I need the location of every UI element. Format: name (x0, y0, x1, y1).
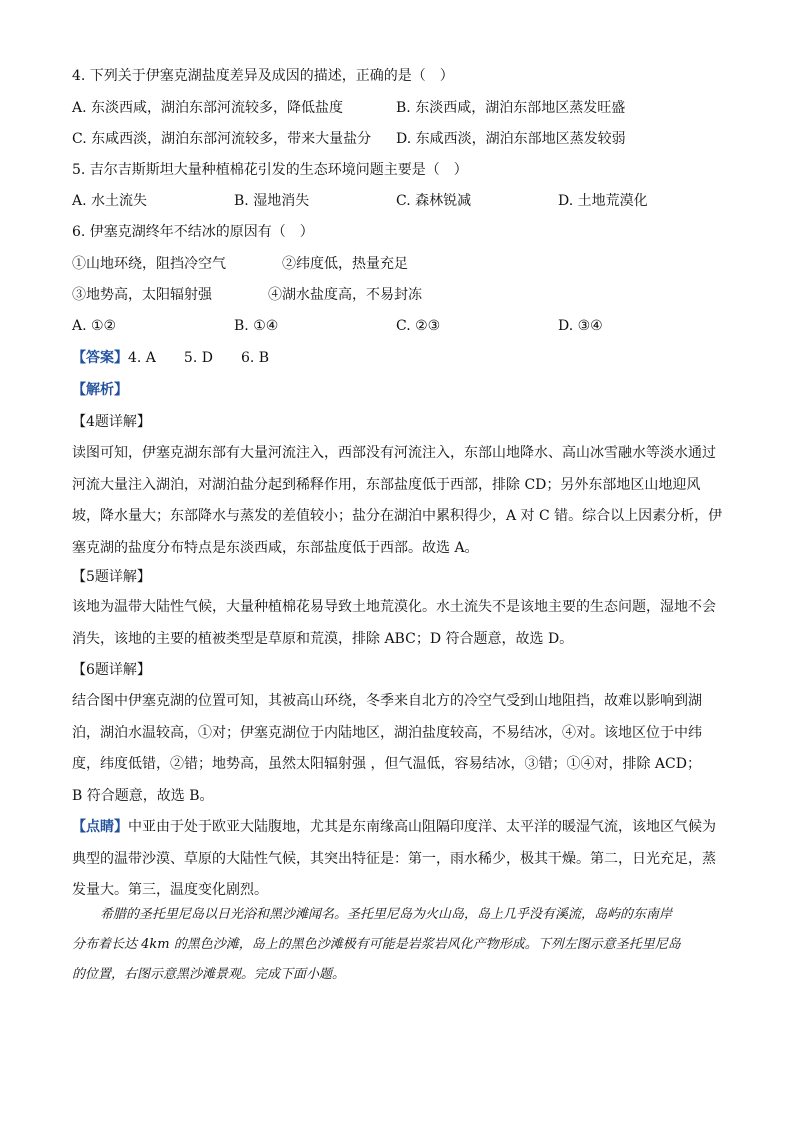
material-paragraph (72, 900, 722, 990)
detail-6-body (72, 686, 722, 812)
detail-4-line: 塞克湖的盐度分布特点是东淡西咸，东部盐度低于西部。故选 A。 (72, 539, 479, 556)
q6-option-d: D. ③④ (558, 318, 603, 334)
detail-5-body (72, 592, 722, 655)
detail-4-line: 坡，降水量大；东部降水与蒸发的差值较小；盐分在湖泊中累积得少，A 对 C 错。综合以上因素分析，伊 (72, 508, 723, 524)
question-4-stem: 4. 下列关于伊塞克湖盐度差异及成因的描述，正确的是（ ） (72, 68, 454, 84)
tip-line-text: 中亚由于处于欧亚大陆腹地，尤其是东南缘高山阻隔印度洋、太平洋的暖湿气流，该地区气候为 (128, 819, 716, 835)
q5-option-c: C. 森林锐减 (396, 193, 472, 209)
detail-5-tag: 【5题详解】 (72, 569, 151, 585)
tip-body (72, 812, 722, 907)
material-line: 分布着长达 4km 的黑色沙滩，岛上的黑色沙滩极有可能是岩浆岩风化产物形成。下列左图示意圣托里尼岛 (72, 937, 681, 952)
answer-tag: 【答案】 (72, 350, 128, 366)
q5-option-a: A. 水土流失 (72, 193, 148, 209)
q5-option-d: D. 土地荒漠化 (558, 193, 648, 209)
detail-6-tag: 【6题详解】 (72, 662, 151, 678)
q4-option-a: A. 东淡西咸，湖泊东部河流较多，降低盐度 (72, 100, 344, 116)
q6-statement-1: ①山地环绕，阻挡冷空气 (72, 256, 226, 272)
q4-option-d: D. 东咸西淡，湖泊东部地区蒸发较弱 (396, 131, 626, 147)
q4-option-c: C. 东咸西淡，湖泊东部河流较多，带来大量盐分 (72, 131, 372, 147)
detail-6-line: B 符合题意，故选 B。 (72, 787, 214, 804)
q6-statement-2: ②纬度低，热量充足 (282, 256, 408, 272)
tip-line (72, 812, 722, 844)
tip-tag: 【点睛】 (72, 819, 128, 835)
detail-6-line: 结合图中伊塞克湖的位置可知，其被高山环绕，冬季来自北方的冷空气受到山地阻挡，故难以影响到湖 (72, 693, 702, 709)
detail-4-tag: 【4题详解】 (72, 414, 151, 430)
detail-4-line: 河流大量注入湖泊，对湖泊盐分起到稀释作用，东部盐度低于西部，排除 CD；另外东部地区山地迎风 (72, 476, 701, 493)
q6-statement-3: ③地势高，太阳辐射强 (72, 287, 212, 303)
detail-6-line: 度，纬度低错，②错；地势高，虽然太阳辐射强 ，但气温低，容易结冰，③错；①④对，排除 ACD； (72, 756, 701, 772)
material-line: 的位置，右图示意黑沙滩景观。完成下面小题。 (72, 967, 346, 982)
tip-line: 典型的温带沙漠、草原的大陆性气候，其突出特征是：第一，雨水稀少，极其干燥。第二，日光充足，蒸 (72, 850, 716, 867)
answer-line (72, 348, 269, 368)
q6-option-b: B. ①④ (234, 318, 279, 334)
detail-5-line: 消失，该地的主要的植被类型是草原和荒漠，排除 ABC；D 符合题意，故选 D。 (72, 630, 574, 647)
detail-6-line: 泊，湖泊水温较高，①对；伊塞克湖位于内陆地区，湖泊盐度较高，不易结冰，④对。该地区位于中纬 (72, 724, 702, 741)
tip-line: 发量大。第三，温度变化剧烈。 (72, 882, 268, 898)
q6-statement-4: ④湖水盐度高，不易封冻 (268, 287, 422, 303)
material-line: 希腊的圣托里尼岛以日光浴和黑沙滩闻名。圣托里尼岛为火山岛，岛上几乎没有溪流，岛屿的东南岸 (100, 907, 673, 922)
answer-text: 4. A 5. D 6. B (128, 350, 270, 366)
analysis-tag: 【解析】 (72, 382, 128, 398)
detail-4-line: 读图可知，伊塞克湖东部有大量河流注入，西部没有河流注入，东部山地降水、高山冰雪融水等淡水通过 (72, 445, 716, 461)
detail-4-body (72, 438, 722, 564)
q6-option-a: A. ①② (72, 318, 117, 334)
q4-option-b: B. 东淡西咸，湖泊东部地区蒸发旺盛 (396, 100, 626, 116)
q6-option-c: C. ②③ (396, 318, 441, 334)
detail-5-line: 该地为温带大陆性气候，大量种植棉花易导致土地荒漠化。水土流失不是该地主要的生态问题，湿地不会 (72, 599, 716, 615)
q5-option-b: B. 湿地消失 (234, 193, 310, 209)
question-5-stem: 5. 吉尔吉斯斯坦大量种植棉花引发的生态环境问题主要是（ ） (72, 162, 468, 178)
question-6-stem: 6. 伊塞克湖终年不结冰的原因有（ ） (72, 224, 314, 240)
